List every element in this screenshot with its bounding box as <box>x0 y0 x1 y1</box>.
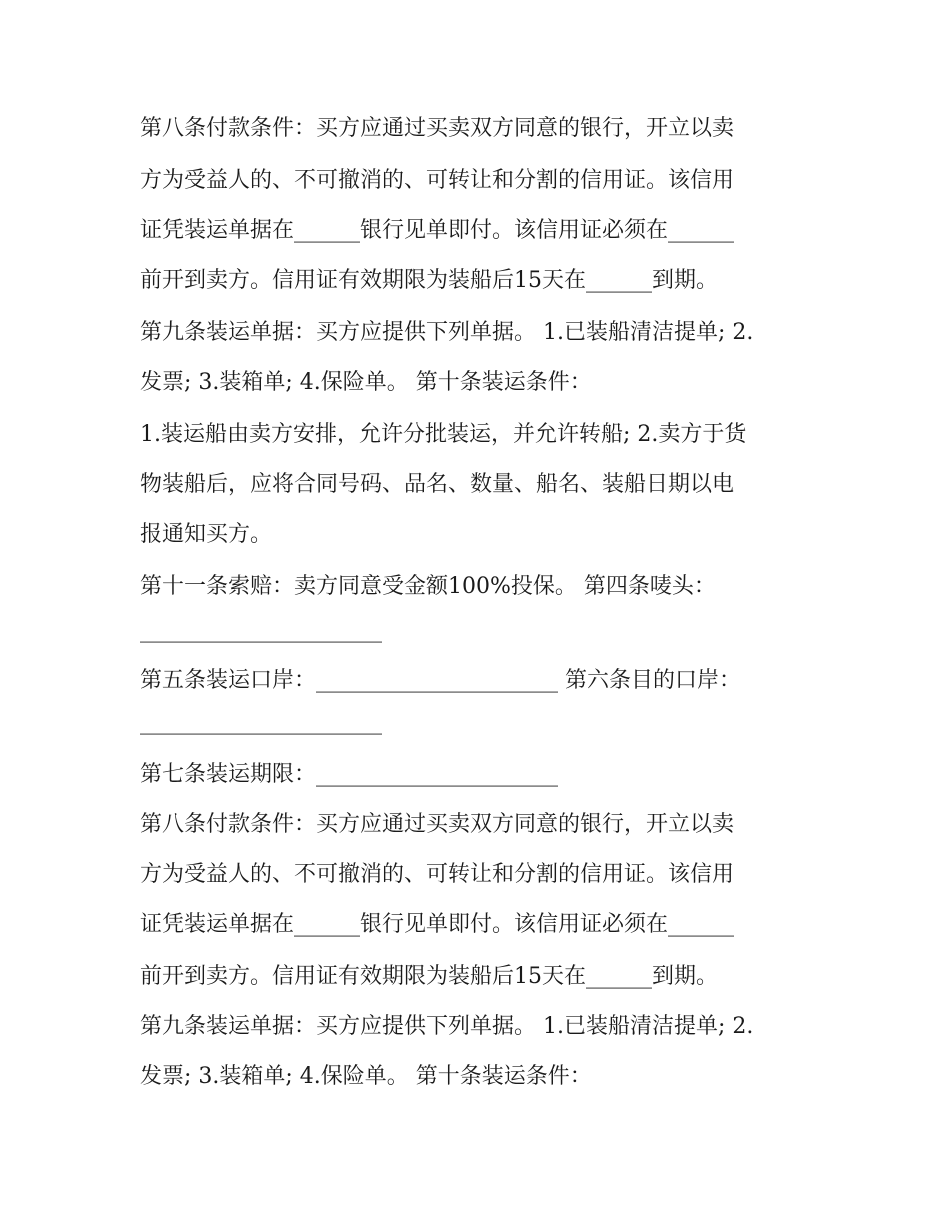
text-line: 方为受益人的、不可撤消的、可转让和分割的信用证。该信用 <box>140 168 735 193</box>
text-line: 物装船后，应将合同号码、品名、数量、船名、装船日期以电 <box>140 472 735 497</box>
text-line: 第九条装运单据：买方应提供下列单据。 1.已装船清洁提单; 2. <box>140 1014 754 1039</box>
blank-line: ______________________ <box>140 618 382 643</box>
text-line: 证凭装运单据在______银行见单即付。该信用证必须在______ <box>140 912 735 937</box>
text-line: 报通知买方。 <box>140 522 273 547</box>
text-line: 第九条装运单据：买方应提供下列单据。 1.已装船清洁提单; 2. <box>140 320 754 345</box>
text-line: 1.装运船由卖方安排，允许分批装运，并允许转船; 2.卖方于货 <box>140 422 747 447</box>
text-line: 发票; 3.装箱单; 4.保险单。 第十条装运条件： <box>140 1064 592 1089</box>
text-line: 前开到卖方。信用证有效期限为装船后15天在______到期。 <box>140 964 718 989</box>
text-line: 方为受益人的、不可撤消的、可转让和分割的信用证。该信用 <box>140 862 735 887</box>
text-line: 前开到卖方。信用证有效期限为装船后15天在______到期。 <box>140 268 718 293</box>
text-line: 发票; 3.装箱单; 4.保险单。 第十条装运条件： <box>140 370 592 395</box>
text-line: 第五条装运口岸：______________________ 第六条目的口岸： <box>140 668 741 693</box>
text-line: 第十一条索赔：卖方同意受金额100%投保。 第四条唛头： <box>140 574 716 599</box>
text-line: 第七条装运期限：______________________ <box>140 762 559 787</box>
text-line: 第八条付款条件：买方应通过买卖双方同意的银行，开立以卖 <box>140 812 735 837</box>
blank-line: ______________________ <box>140 710 382 735</box>
text-line: 第八条付款条件：买方应通过买卖双方同意的银行，开立以卖 <box>140 116 735 141</box>
text-line: 证凭装运单据在______银行见单即付。该信用证必须在______ <box>140 218 735 243</box>
